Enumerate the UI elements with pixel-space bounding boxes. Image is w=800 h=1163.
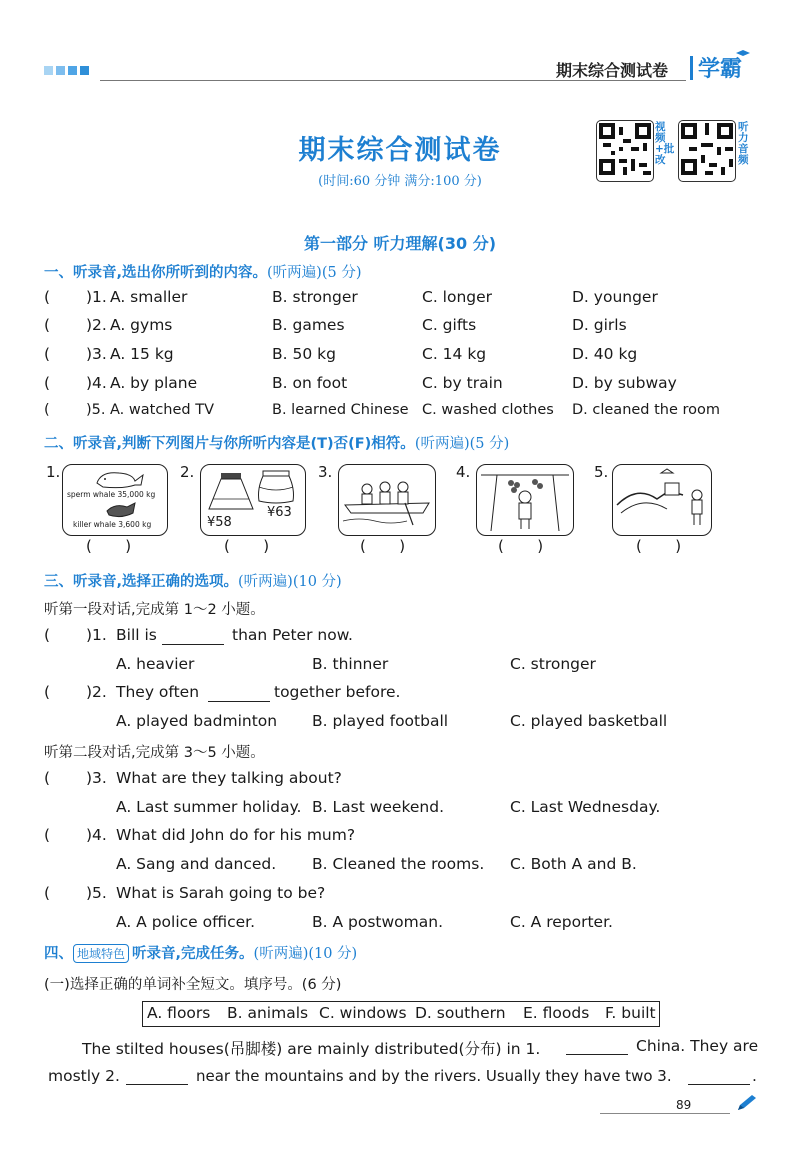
question-stem: What did John do for his mum? [116,826,356,844]
answer-paren[interactable]: ( [44,826,51,844]
video-qr-label: 视频+批改 [655,121,675,166]
brand-logo: 学霸 [698,57,743,82]
question-number: )2. [86,683,107,701]
option-b: B. on foot [272,374,348,392]
passage-line-1-end: China. They are [636,1037,759,1055]
answer-paren[interactable]: ( [44,288,51,306]
section-four-heading [44,942,357,963]
answer-paren[interactable]: ( ) [86,537,132,555]
question-stem: What are they talking about? [116,769,342,787]
option-b: B. thinner [312,655,389,673]
section-one-title: 一、听录音,选出你所听到的内容。 [44,265,268,281]
option-d: D. girls [572,316,627,334]
word-bank [142,1001,660,1027]
answer-paren[interactable]: ( [44,316,51,334]
section-four-prefix: 四、 [44,946,73,962]
price-label: ¥63 [267,505,292,520]
option-c: C. washed clothes [422,402,554,418]
great-wall-icon [613,465,711,535]
word-option: D. southern [415,1004,506,1022]
option-c: C. A reporter. [510,913,613,931]
option-a: A. Last summer holiday. [116,798,302,816]
option-c: C. stronger [510,655,596,673]
grape-vine-icon [477,465,573,535]
word-option: F. built [605,1004,656,1022]
word-option: C. windows [319,1004,407,1022]
section-two-suffix: (听两遍)(5 分) [414,436,510,452]
option-c: C. gifts [422,316,477,334]
qr-code-icon [681,123,733,179]
list-item [44,798,764,820]
answer-paren[interactable]: ( [44,345,51,363]
list-item [44,655,764,677]
picture-great-wall [612,464,712,536]
picture-number: 5. [594,463,609,481]
picture-whales [62,464,168,536]
option-a: A. 15 kg [110,345,174,363]
list-item [44,712,764,734]
answer-paren[interactable]: ( ) [498,537,544,555]
option-c: C. by train [422,374,503,392]
picture-number: 3. [318,463,333,481]
list-item [44,769,764,791]
word-option: E. floods [523,1004,590,1022]
option-c: C. 14 kg [422,345,487,363]
option-b: B. learned Chinese [272,402,409,418]
audio-qr-label: 听力音频 [738,121,749,166]
answer-paren[interactable]: ( [44,402,50,418]
list-item [44,826,764,848]
option-a: A. watched TV [110,402,214,418]
answer-paren[interactable]: ( ) [224,537,270,555]
option-d: D. 40 kg [572,345,638,363]
header-title: 期末综合测试卷 [556,61,669,80]
picture-number: 1. [46,463,61,481]
list-item [44,884,764,906]
option-c: C. longer [422,288,493,306]
answer-blank[interactable] [208,701,270,702]
question-number: )5. [86,402,106,418]
regional-feature-badge: 地域特色 [73,944,129,963]
option-a: A. Sang and danced. [116,855,277,873]
option-b: B. 50 kg [272,345,336,363]
section-one-suffix: (听两遍)(5 分) [267,265,362,281]
option-a: A. smaller [110,288,188,306]
question-number: )5. [86,884,107,902]
section-four-title: 听录音,完成任务。 [132,946,254,962]
exam-subtitle: (时间:60 分钟 满分:100 分) [318,174,482,189]
boat-icon [339,465,435,535]
list-item [44,683,764,705]
passage-line-2-end: . [752,1067,757,1085]
question-number: )2. [86,316,107,334]
question-stem: They often [116,683,200,701]
question-number: )1. [86,288,107,306]
answer-paren[interactable]: ( [44,683,51,701]
picture-rowing-boat [338,464,436,536]
video-qr-code[interactable] [596,120,654,182]
option-a: A. A police officer. [116,913,256,931]
question-stem: than Peter now. [232,626,353,644]
passage-line-2-middle: near the mountains and by the rivers. Usually they have two 3. [196,1067,672,1085]
answer-paren[interactable]: ( [44,884,51,902]
page-number: 89 [676,1098,692,1112]
answer-paren[interactable]: ( [44,626,51,644]
option-a: A. heavier [116,655,195,673]
question-stem: What is Sarah going to be? [116,884,326,902]
list-item [44,402,764,424]
answer-blank[interactable] [162,644,224,645]
option-c: C. Last Wednesday. [510,798,661,816]
header-decoration [44,66,89,75]
answer-paren[interactable]: ( ) [636,537,682,555]
list-item [44,913,764,935]
option-b: B. played football [312,712,449,730]
option-b: B. stronger [272,288,358,306]
question-number: )4. [86,826,107,844]
option-a: A. played badminton [116,712,278,730]
section-three-suffix: (听两遍)(10 分) [238,574,342,590]
question-number: )3. [86,769,107,787]
picture-skirts [200,464,306,536]
list-item [44,316,764,338]
section-three-heading [44,570,342,591]
dialog-two-instruction: 听第二段对话,完成第 3～5 小题。 [44,745,265,761]
option-a: A. by plane [110,374,198,392]
option-d: D. by subway [572,374,677,392]
question-stem: Bill is [116,626,157,644]
price-label: ¥58 [207,515,232,530]
question-number: )1. [86,626,107,644]
passage-line-1: The stilted houses(吊脚楼) are mainly distributed(分布) in 1. [82,1040,541,1058]
question-number: )4. [86,374,107,392]
footer-rule [600,1113,730,1114]
picture-grapes [476,464,574,536]
picture-number: 2. [180,463,195,481]
option-a: A. gyms [110,316,173,334]
section-two-heading [44,432,509,453]
word-option: A. floors [147,1004,211,1022]
subsection-one-instruction: (一)选择正确的单词补全短文。填序号。(6 分) [44,977,342,993]
answer-paren[interactable]: ( [44,769,51,787]
list-item [44,345,764,367]
section-three-title: 三、听录音,选择正确的选项。 [44,574,239,590]
pencil-icon [736,1094,758,1112]
option-c: C. Both A and B. [510,855,637,873]
section-one-heading [44,261,361,282]
picture-number: 4. [456,463,471,481]
dialog-one-instruction: 听第一段对话,完成第 1～2 小题。 [44,602,265,618]
option-d: D. younger [572,288,658,306]
answer-blank-3[interactable] [688,1084,750,1085]
audio-qr-code[interactable] [678,120,736,182]
graduation-cap-icon [736,50,750,58]
sperm-whale-label: sperm whale 35,000 kg [67,490,156,499]
section-two-title: 二、听录音,判断下列图片与你所听内容是(T)否(F)相符。 [44,436,415,452]
section-four-suffix: (听两遍)(10 分) [253,946,358,962]
option-b: B. games [272,316,345,334]
passage-line-2: mostly 2. [48,1067,120,1085]
answer-blank-1[interactable] [566,1054,628,1055]
list-item [44,374,764,396]
qr-code-icon [599,123,651,179]
list-item [44,288,764,310]
word-option: B. animals [227,1004,309,1022]
answer-paren[interactable]: ( ) [360,537,406,555]
option-b: B. Last weekend. [312,798,444,816]
option-d: D. cleaned the room [572,402,721,418]
part-one-title: 第一部分 听力理解(30 分) [303,234,497,253]
answer-blank-2[interactable] [126,1084,188,1085]
question-number: )3. [86,345,107,363]
question-stem: together before. [274,683,401,701]
list-item [44,626,764,648]
option-b: B. A postwoman. [312,913,444,931]
killer-whale-label: killer whale 3,600 kg [73,520,152,529]
exam-title: 期末综合测试卷 [298,135,502,166]
option-b: B. Cleaned the rooms. [312,855,485,873]
header-divider [690,56,693,80]
option-c: C. played basketball [510,712,668,730]
list-item [44,855,764,877]
answer-paren[interactable]: ( [44,374,51,392]
